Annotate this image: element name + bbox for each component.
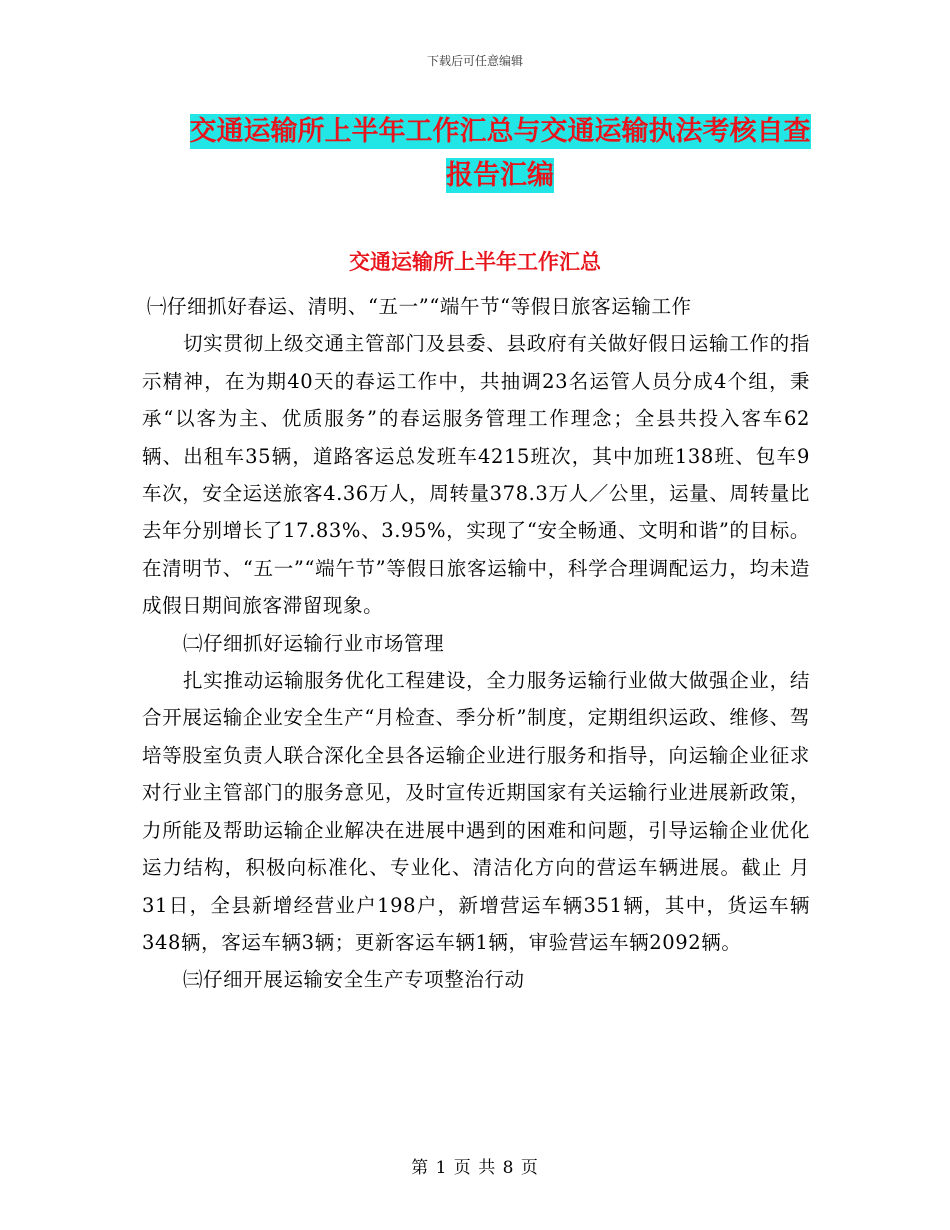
paragraph-1: 切实贯彻上级交通主管部门及县委、县政府有关做好假日运输工作的指示精神，在为期40天的春运工作中，共抽调23名运管人员分成4个组，秉承“以客为主、优质服务”的春运服务管理工作理念；全县共投入客车62辆、出租车35辆，道路客运总发班车4215班次，其中加班138班、包车9车次，安全运送旅客4.36万人，周转量378.3万人／公里，运量、周转量比去年分别增长了17.83%、3.95%，实现了“安全畅通、文明和谐”的目标。在清明节、“五一”“端午节”等假日旅客运输中，科学合理调配运力，均未造成假日期间旅客滞留现象。: [142, 332, 810, 618]
subheading-2: ㈡仔细抓好运输行业市场管理: [182, 631, 445, 655]
subheading-1: ㈠仔细抓好春运、清明、“五一”“端午节“等假日旅客运输工作: [146, 295, 692, 318]
body-text: [142, 288, 810, 999]
page-footer: 第 1 页 共 8 页: [411, 1158, 539, 1178]
document-title-line2: 报告汇编: [446, 160, 554, 191]
subheading-3: ㈢仔细开展运输安全生产专项整治行动: [182, 968, 525, 992]
paragraph-2: 扎实推动运输服务优化工程建设，全力服务运输行业做大做强企业，结合开展运输企业安全生产“月检查、季分析”制度，定期组织运政、维修、驾培等股室负责人联合深化全县各运输企业进行服务和指导，向运输企业征求对行业主管部门的服务意见，及时宣传近期国家有关运输行业进展新政策，力所能及帮助运输企业解决在进展中遇到的困难和问题，引导运输企业优化运力结构，积极向标准化、专业化、清洁化方向的营运车辆进展。截止 月31日，全县新增经营业户198户，新增营运车辆351辆，其中，货运车辆348辆，客运车辆3辆；更新客运车辆1辆，审验营运车辆2092辆。: [142, 669, 810, 954]
header-note: 下载后可任意编辑: [426, 54, 523, 68]
section-title: 交通运输所上半年工作汇总: [349, 250, 601, 274]
document-title: [140, 110, 860, 198]
document-title-line1: 交通运输所上半年工作汇总与交通运输执法考核自查: [189, 116, 811, 147]
